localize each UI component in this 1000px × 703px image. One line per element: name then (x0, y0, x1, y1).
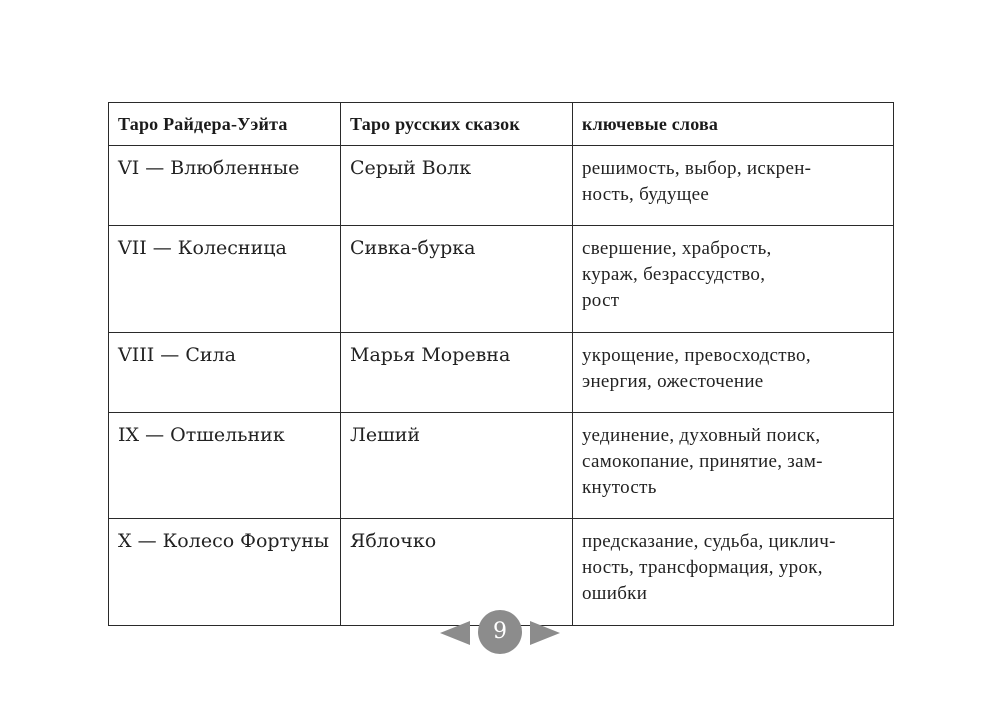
keywords-line: самокопание, принятие, зам- (582, 451, 823, 472)
cell-keywords (573, 146, 894, 226)
table-row (109, 226, 894, 333)
cell-rider-waite: X — Колесо Фортуны (109, 519, 341, 626)
page-navigator (440, 610, 560, 656)
cell-russian-tales: Леший (341, 413, 573, 519)
keywords-line: кураж, безрассудство, (582, 264, 766, 285)
cell-keywords (573, 226, 894, 333)
keywords-line: энергия, ожесточение (582, 371, 764, 392)
header-russian-tales: Таро русских сказок (341, 103, 573, 146)
table-row (109, 413, 894, 519)
keywords-line: рост (582, 290, 620, 311)
cell-keywords (573, 519, 894, 626)
triangle-left-icon[interactable] (440, 621, 470, 645)
keywords-line: ность, трансформация, урок, (582, 557, 823, 578)
cell-rider-waite: IX — Отшельник (109, 413, 341, 519)
cell-russian-tales: Марья Моревна (341, 333, 573, 413)
keywords-line: уединение, духовный поиск, (582, 425, 821, 446)
cell-russian-tales: Серый Волк (341, 146, 573, 226)
cell-russian-tales: Сивка-бурка (341, 226, 573, 333)
cell-keywords (573, 413, 894, 519)
page-number: 9 (478, 610, 522, 654)
triangle-right-icon[interactable] (530, 621, 560, 645)
cell-rider-waite: VI — Влюбленные (109, 146, 341, 226)
table-header-row (109, 103, 894, 146)
table-row (109, 146, 894, 226)
tarot-correspondence-table (108, 102, 894, 626)
table-row (109, 333, 894, 413)
keywords-line: ошибки (582, 583, 648, 604)
keywords-line: кнутость (582, 477, 657, 498)
keywords-line: ность, будущее (582, 184, 710, 205)
keywords-line: решимость, выбор, искрен- (582, 158, 812, 179)
header-rider-waite: Таро Райдера-Уэйта (109, 103, 341, 146)
keywords-line: свершение, храбрость, (582, 238, 772, 259)
cell-rider-waite: VIII — Сила (109, 333, 341, 413)
header-keywords: ключевые слова (573, 103, 894, 146)
cell-russian-tales: Яблочко (341, 519, 573, 626)
keywords-line: предсказание, судьба, циклич- (582, 531, 836, 552)
keywords-line: укрощение, превосходство, (582, 345, 811, 366)
cell-rider-waite: VII — Колесница (109, 226, 341, 333)
cell-keywords (573, 333, 894, 413)
